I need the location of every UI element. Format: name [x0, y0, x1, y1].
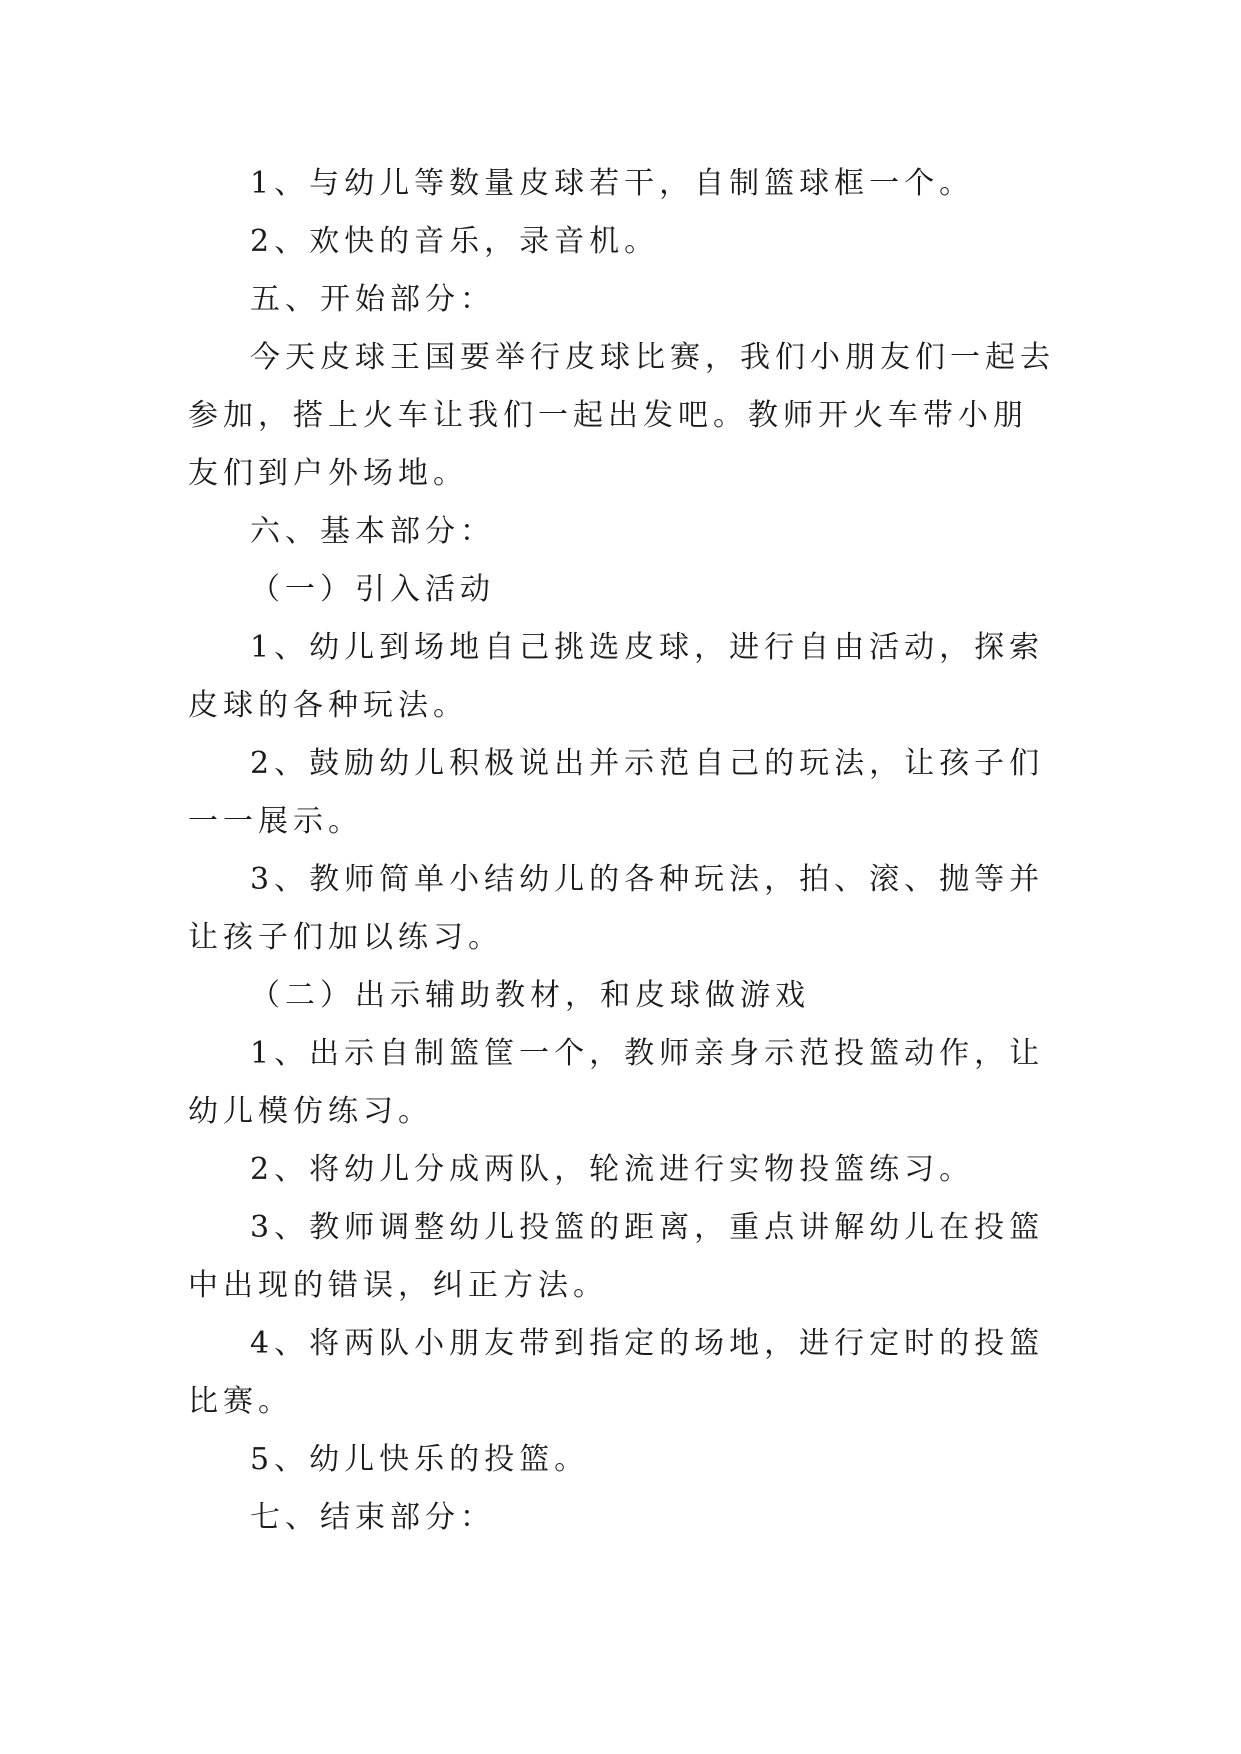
subsection-heading: （一）引入活动 [250, 572, 495, 607]
section-heading: 五、开始部分： [250, 282, 495, 317]
paragraph: 2、将幼儿分成两队，轮流进行实物投篮练习。 [250, 1152, 975, 1187]
paragraph: 1、幼儿到场地自己挑选皮球，进行自由活动，探索皮球的各种玩法。 [188, 630, 1045, 723]
paragraph: 3、教师调整幼儿投篮的距离，重点讲解幼儿在投篮中出现的错误，纠正方法。 [188, 1210, 1045, 1303]
paragraph: 3、教师简单小结幼儿的各种玩法，拍、滚、抛等并让孩子们加以练习。 [188, 862, 1045, 955]
subsection-heading: （二）出示辅助教材，和皮球做游戏 [250, 978, 810, 1013]
paragraph: 4、将两队小朋友带到指定的场地，进行定时的投篮比赛。 [188, 1326, 1045, 1419]
section-heading: 六、基本部分： [250, 514, 495, 549]
paragraph: 5、幼儿快乐的投篮。 [250, 1442, 590, 1477]
paragraph: 今天皮球王国要举行皮球比赛，我们小朋友们一起去参加，搭上火车让我们一起出发吧。教师开火车带小朋友们到户外场地。 [188, 340, 1055, 491]
paragraph: 2、欢快的音乐，录音机。 [250, 224, 660, 259]
document-body [188, 155, 1058, 1547]
paragraph: 1、出示自制篮筐一个，教师亲身示范投篮动作，让幼儿模仿练习。 [188, 1036, 1045, 1129]
paragraph: 1、与幼儿等数量皮球若干，自制篮球框一个。 [250, 166, 975, 201]
paragraph: 2、鼓励幼儿积极说出并示范自己的玩法，让孩子们一一展示。 [188, 746, 1045, 839]
section-heading: 七、结束部分： [250, 1500, 495, 1535]
